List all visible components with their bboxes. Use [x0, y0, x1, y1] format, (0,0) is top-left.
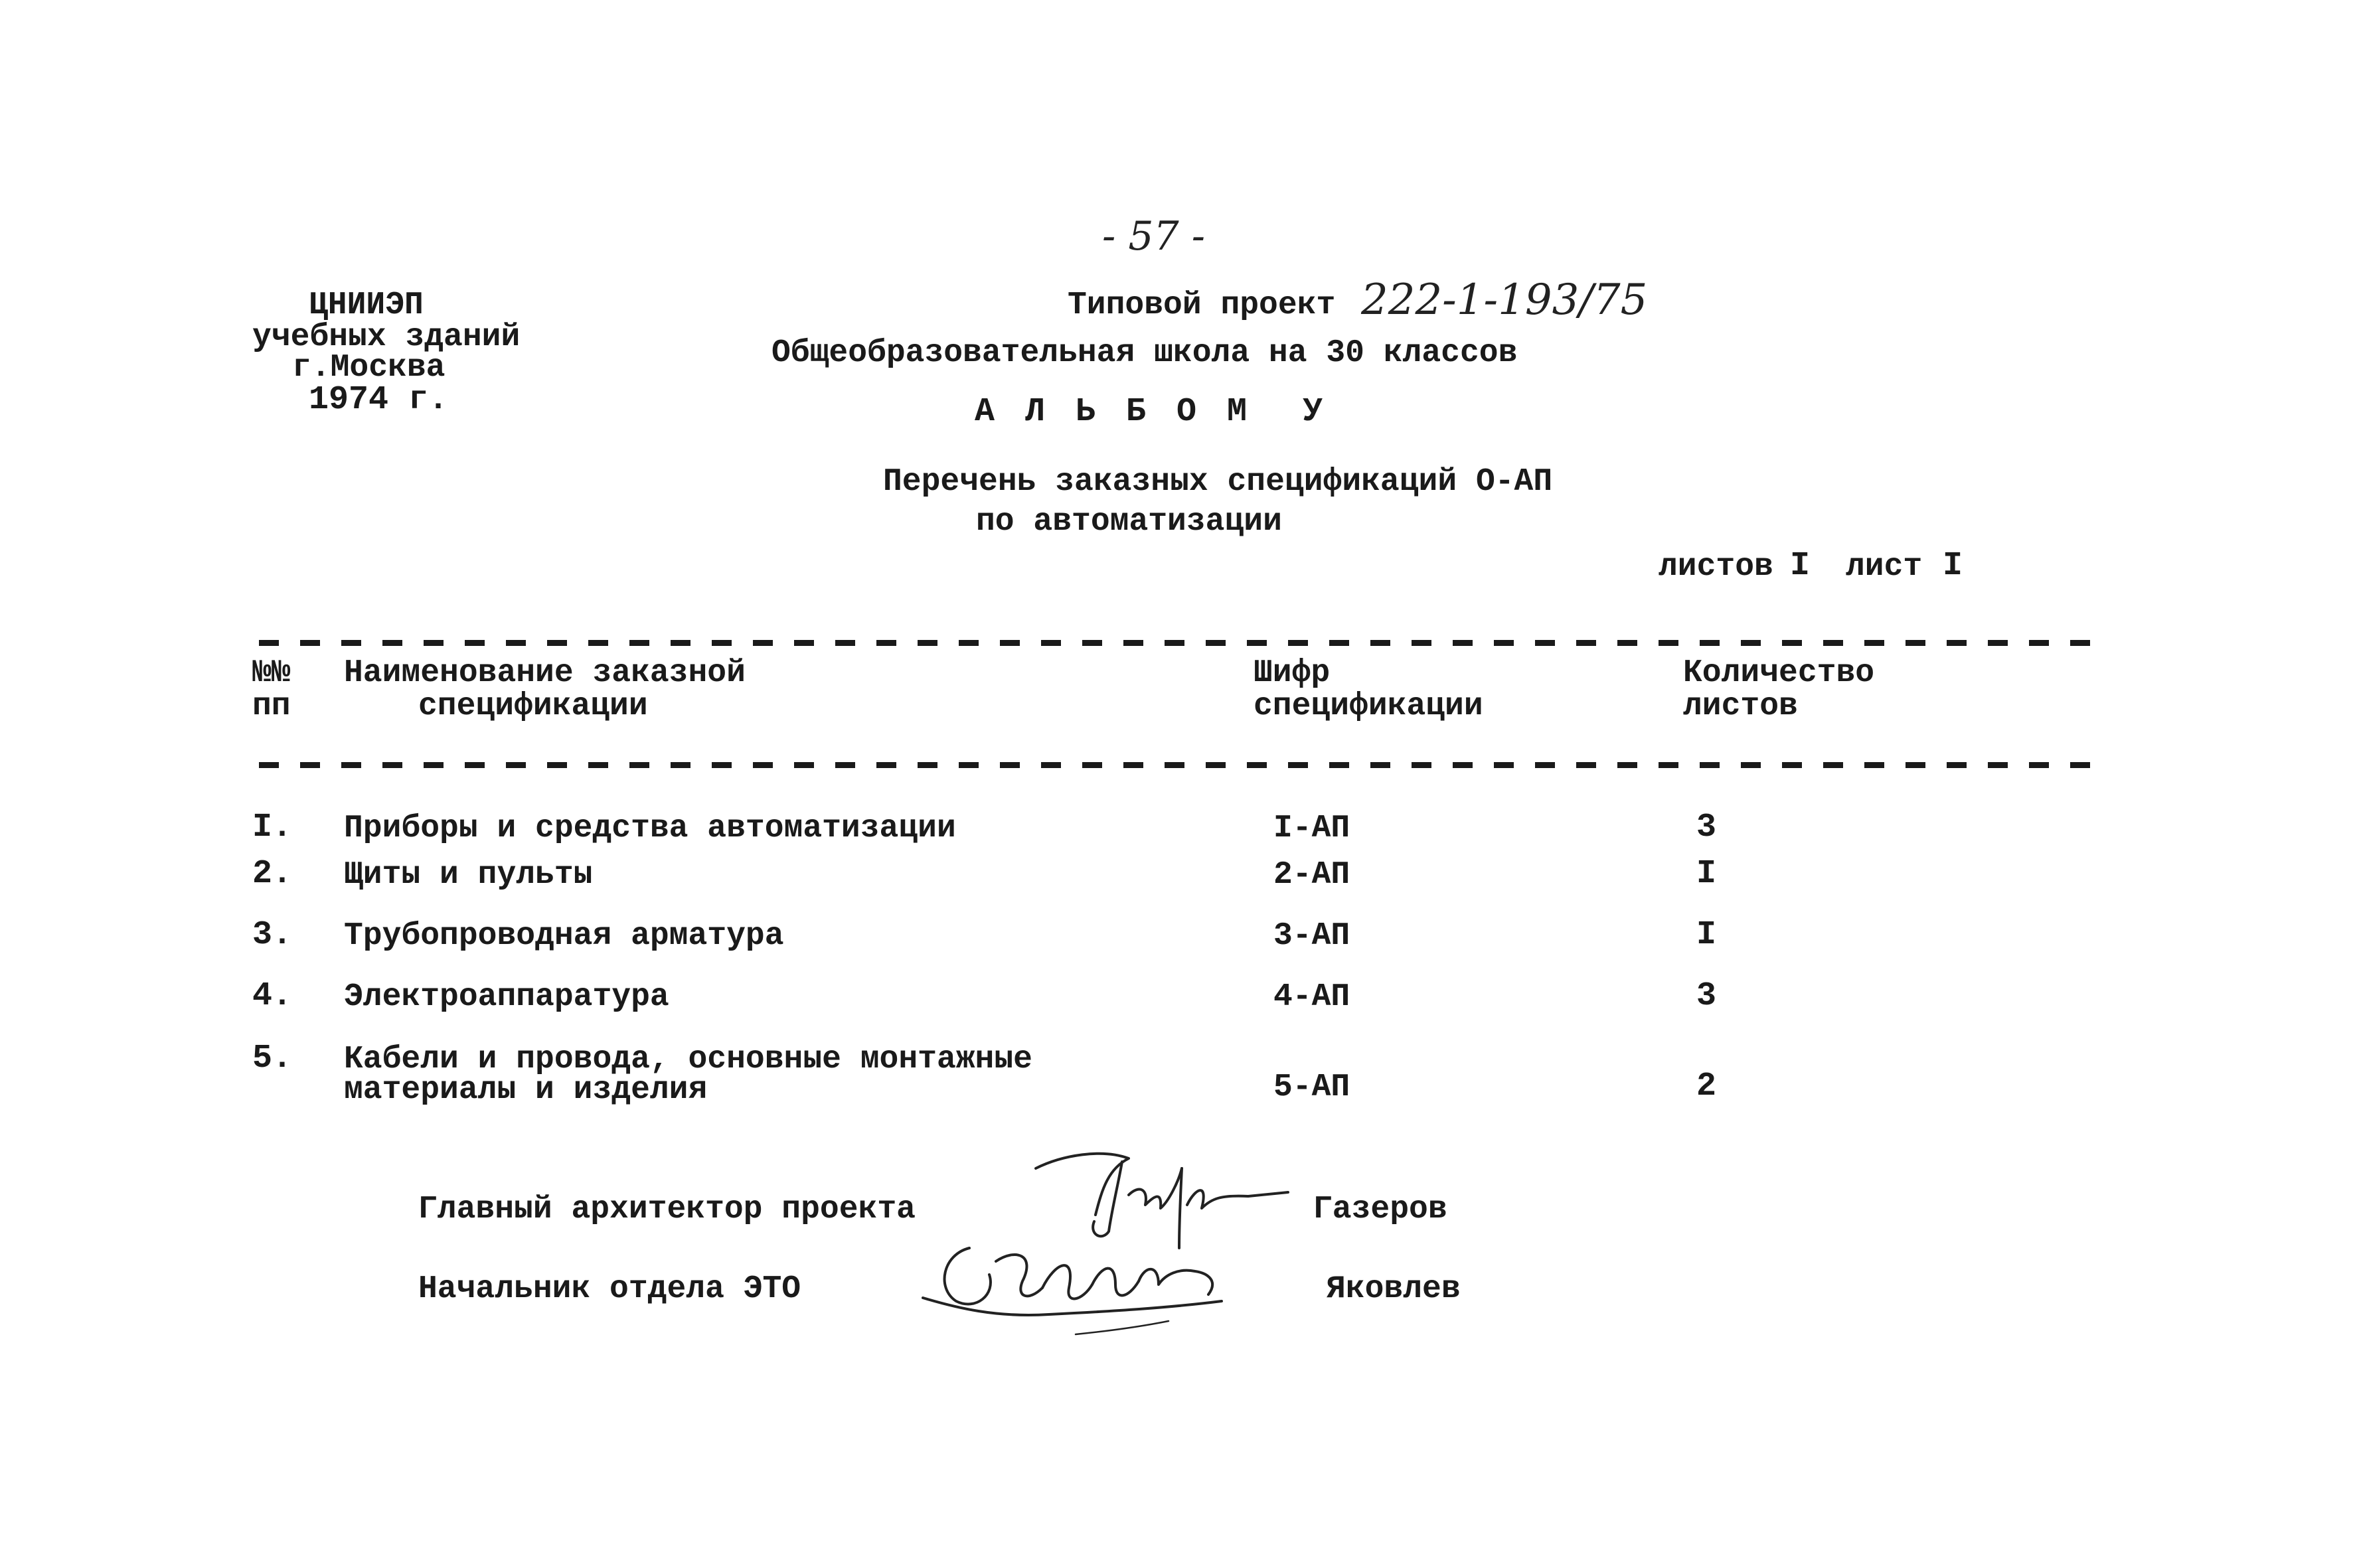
signatory-role: Главный архитектор проекта: [418, 1192, 916, 1227]
row-code: 2-АП: [1273, 857, 1350, 893]
header-qty: Количество: [1683, 655, 1875, 691]
row-name-cont: материалы и изделия: [344, 1072, 708, 1108]
row-code: 3-АП: [1273, 918, 1350, 954]
signatory-name: Яковлев: [1327, 1271, 1461, 1307]
signatory-role: Начальник отдела ЭТО: [418, 1271, 801, 1307]
page-number: - 57 -: [1102, 213, 1206, 260]
institution-year: 1974 г.: [309, 381, 449, 419]
table-top-divider: [259, 640, 2111, 646]
table-header-divider: [259, 762, 2111, 768]
list-title-line1: Перечень заказных спецификаций О-АП: [883, 464, 1553, 500]
institution-name: ЦНИИЭП: [309, 287, 424, 323]
header-qty-sub: листов: [1683, 688, 1798, 724]
row-name: Щиты и пульты: [344, 857, 593, 893]
institution-dept: учебных зданий: [252, 319, 521, 355]
row-code: 4-АП: [1273, 979, 1350, 1015]
signature-yakovlev: [916, 1235, 1261, 1354]
row-num: I.: [252, 809, 293, 846]
row-name: Трубопроводная арматура: [344, 918, 784, 954]
project-subtitle: Общеобразовательная школа на 30 классов: [771, 335, 1518, 371]
signatory-name: Газеров: [1313, 1192, 1447, 1227]
row-qty: I: [1696, 855, 1717, 893]
header-num: №№: [252, 655, 291, 691]
row-num: 2.: [252, 855, 293, 893]
sheets-total: I: [1790, 547, 1811, 585]
header-code-sub: спецификации: [1254, 688, 1483, 724]
institution-city: г.Москва: [292, 350, 446, 386]
header-code: Шифр: [1254, 655, 1331, 691]
row-name: Электроаппаратура: [344, 979, 669, 1015]
row-num: 5.: [252, 1040, 293, 1077]
sheets-total-label: листов: [1659, 549, 1773, 585]
header-name-sub: спецификации: [418, 688, 648, 724]
row-code: 5-АП: [1273, 1069, 1350, 1105]
album-title: А Л Ь Б О М У: [975, 393, 1329, 431]
row-name: Приборы и средства автоматизации: [344, 811, 956, 846]
header-num-sub: пп: [252, 688, 291, 724]
sheet-label: лист: [1846, 549, 1923, 585]
row-num: 3.: [252, 916, 293, 954]
list-title-line2: по автоматизации: [976, 504, 1282, 540]
row-qty: 3: [1696, 809, 1717, 846]
row-num: 4.: [252, 977, 293, 1015]
row-code: I-АП: [1273, 811, 1350, 846]
sheet-number: I: [1943, 547, 1963, 585]
header-name: Наименование заказной: [344, 655, 746, 691]
project-number: 222-1-193/75: [1361, 275, 1648, 325]
row-qty: 3: [1696, 977, 1717, 1015]
row-qty: I: [1696, 916, 1717, 954]
project-label: Типовой проект: [1068, 287, 1336, 323]
row-name: Кабели и провода, основные монтажные: [344, 1042, 1032, 1077]
row-qty: 2: [1696, 1067, 1717, 1105]
